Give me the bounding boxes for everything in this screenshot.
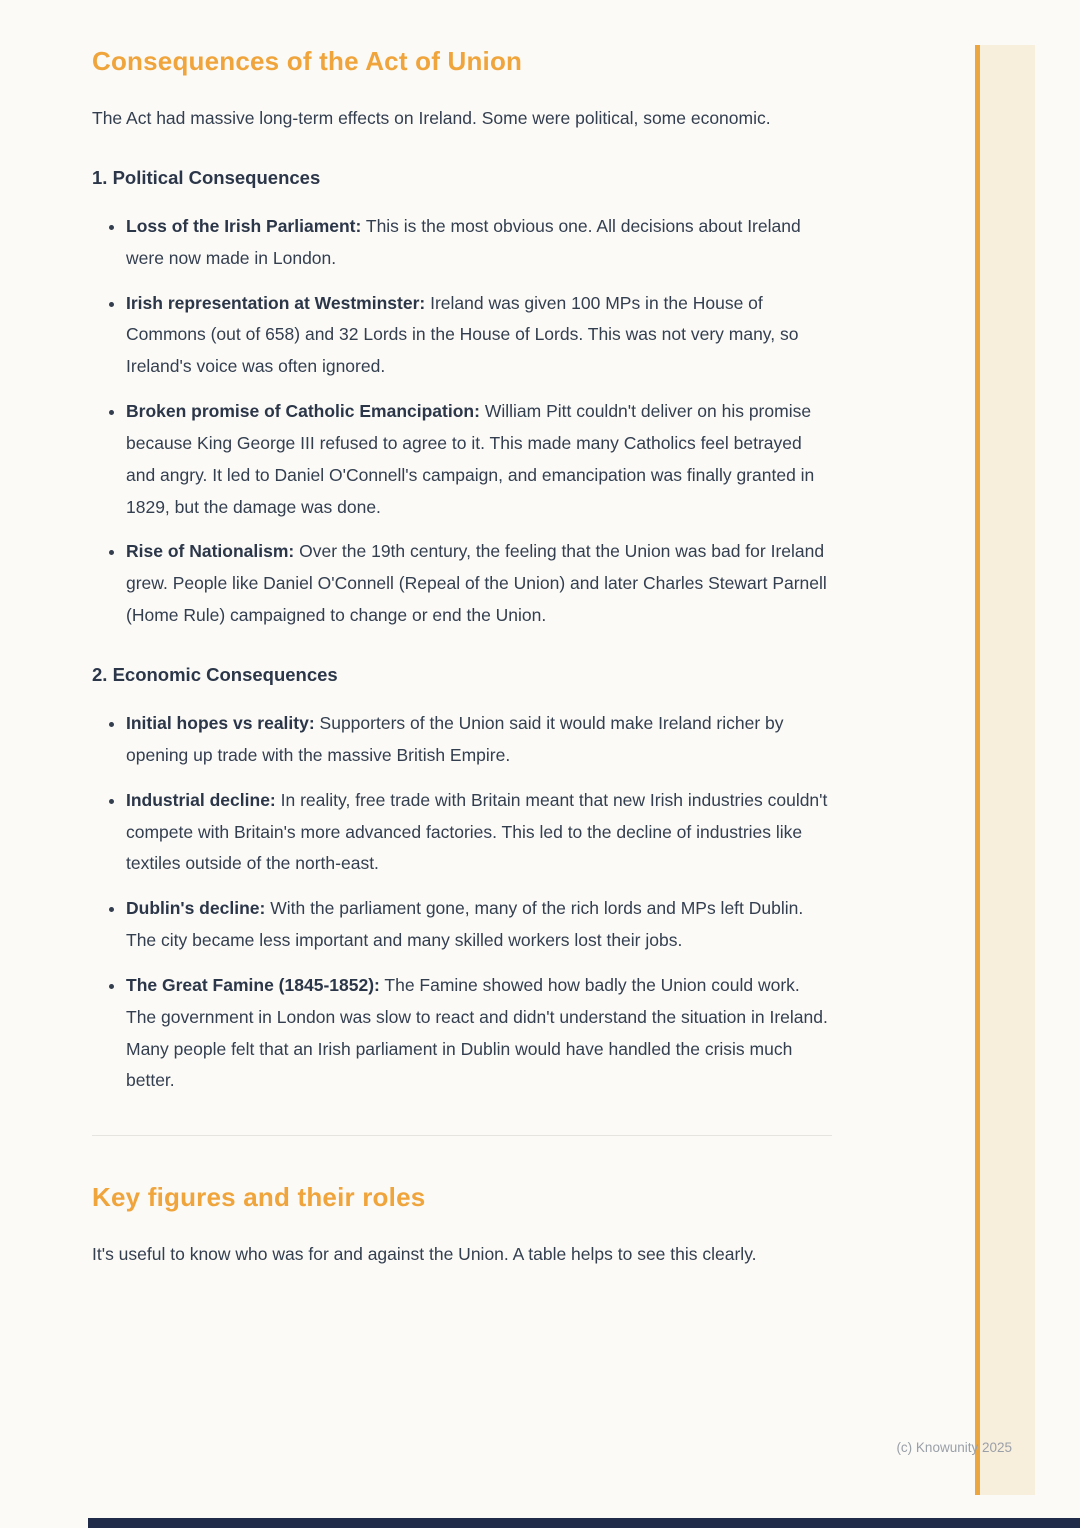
intro-paragraph-consequences: The Act had massive long-term effects on Ireland. Some were political, some economic.	[92, 108, 771, 128]
bullet-dublins-decline	[126, 893, 832, 957]
bullet-text: With the parliament gone, many of the rich lords and MPs left Dublin. The city became less important and many skilled workers lost their jobs.	[126, 898, 804, 951]
document-content	[92, 46, 832, 1271]
heading-consequences: Consequences of the Act of Union	[92, 46, 523, 76]
page-edge-decoration	[975, 45, 1035, 1495]
bullet-text: Over the 19th century, the feeling that the Union was bad for Ireland grew. People like Daniel O'Connell (Repeal of the Union) and later Charles Stewart Parnell (Home Rule) campaigned to change or end the Union.	[126, 541, 827, 626]
bullet-text: This is the most obvious one. All decisions about Ireland were now made in London.	[126, 215, 801, 268]
bullet-text: In reality, free trade with Britain meant that new Irish industries couldn't compete with Britain's more advanced factories. This led to the decline of industries like textiles outside of the north-east.	[126, 789, 828, 874]
bullet-text: The Famine showed how badly the Union could work. The government in London was slow to react and didn't understand the situation in Ireland. Many people felt that an Irish parliament in Dublin would have handled the crisis much better.	[126, 974, 828, 1091]
bullet-label: Dublin's decline:	[126, 898, 266, 919]
intro-paragraph-key-figures: It's useful to know who was for and against the Union. A table helps to see this clearly.	[92, 1244, 757, 1265]
bullet-label: Loss of the Irish Parliament:	[126, 215, 362, 236]
bullet-label: Industrial decline:	[126, 789, 276, 810]
next-page-edge	[88, 1518, 1080, 1528]
bullet-broken-promise-emancipation	[126, 396, 832, 523]
bullet-label: Irish representation at Westminster:	[126, 292, 426, 313]
political-consequences-list	[92, 211, 832, 632]
watermark-text: (c) Knowunity 2025	[896, 1440, 1012, 1455]
bullet-label: Broken promise of Catholic Emancipation:	[126, 401, 480, 422]
bullet-rise-of-nationalism	[126, 536, 832, 632]
bullet-great-famine	[126, 970, 832, 1097]
bullet-loss-of-irish-parliament	[126, 211, 832, 275]
economic-consequences-list	[92, 708, 832, 1097]
section-divider	[92, 1135, 832, 1136]
bullet-label: Rise of Nationalism:	[126, 541, 295, 562]
bullet-label: Initial hopes vs reality:	[126, 712, 315, 733]
bullet-initial-hopes-vs-reality	[126, 708, 832, 772]
subheading-economic-consequences: 2. Economic Consequences	[92, 663, 338, 685]
bullet-text: Supporters of the Union said it would make Ireland richer by opening up trade with the massive British Empire.	[126, 712, 784, 765]
bullet-text: Ireland was given 100 MPs in the House of Commons (out of 658) and 32 Lords in the House of Lords. This was not very many, so Ireland's voice was often ignored.	[126, 292, 799, 377]
subheading-political-consequences: 1. Political Consequences	[92, 166, 321, 188]
bullet-label: The Great Famine (1845-1852):	[126, 974, 380, 995]
heading-key-figures: Key figures and their roles	[92, 1182, 426, 1213]
bullet-text: William Pitt couldn't deliver on his promise because King George III refused to agree to it. This made many Catholics feel betrayed and angry. It led to Daniel O'Connell's campaign, and emancipation was finally granted in 1829, but the damage was done.	[126, 401, 815, 517]
bullet-irish-representation	[126, 288, 832, 384]
bullet-industrial-decline	[126, 785, 832, 881]
